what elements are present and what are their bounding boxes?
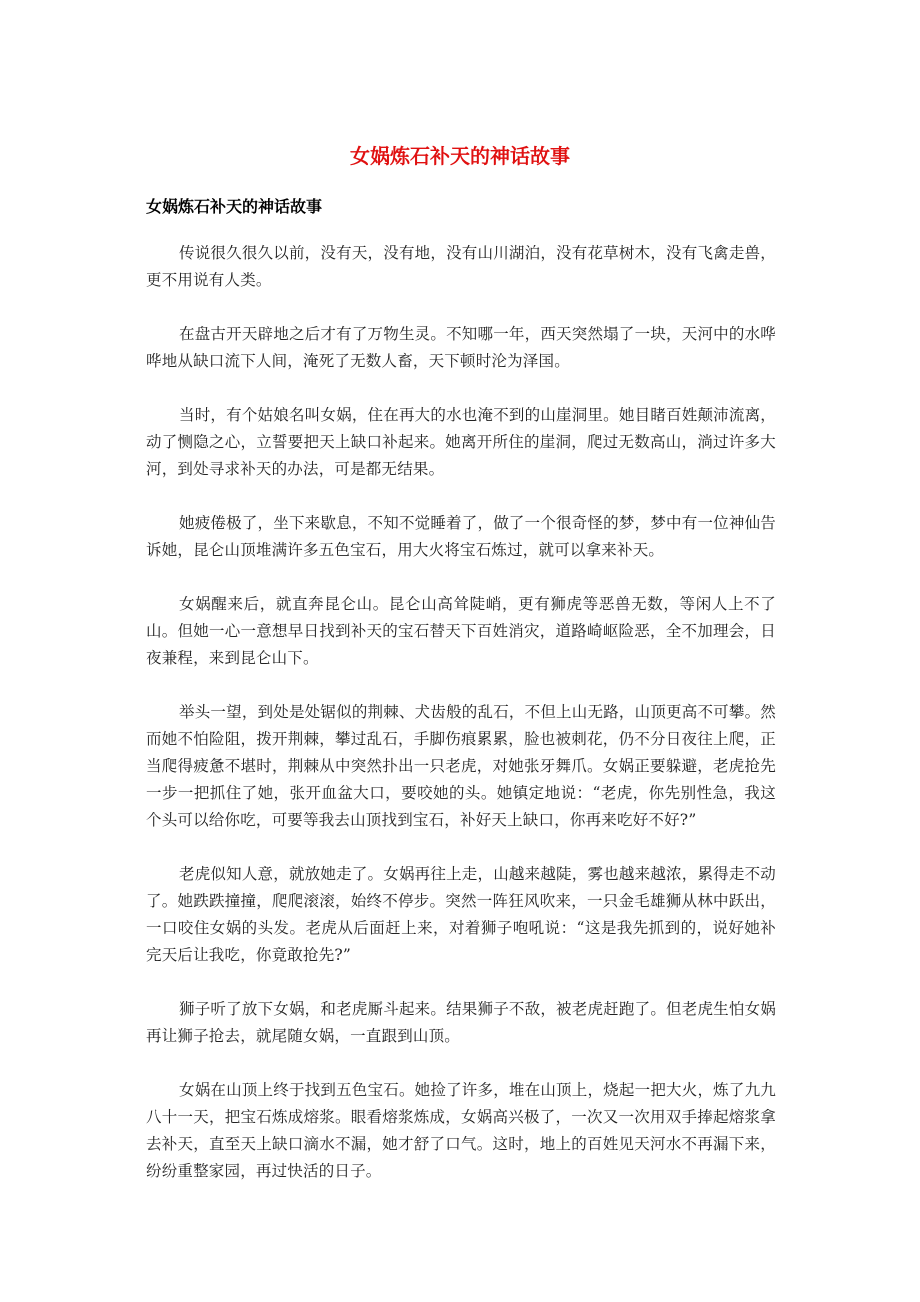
paragraph: 在盘古开天辟地之后才有了万物生灵。不知哪一年，西天突然塌了一块，天河中的水哗哗地从缺口流下人间，淹死了无数人畜，天下顿时沦为泽国。 [146, 325, 776, 370]
paragraph: 老虎似知人意，就放她走了。女娲再往上走，山越来越陡，雾也越来越浓，累得走不动了。她跌跌撞撞，爬爬滚滚，始终不停步。突然一阵狂风吹来，一只金毛雄狮从林中跃出，一口咬住女娲的头发。老虎从后面赶上来，对着狮子咆吼说：“这是我先抓到的，说好她补完天后让我吃，你竟敢抢先?” [146, 865, 776, 964]
paragraph: 当时，有个姑娘名叫女娲，住在再大的水也淹不到的山崖洞里。她目睹百姓颠沛流离，动了恻隐之心，立誓要把天上缺口补起来。她离开所住的崖洞，爬过无数高山，淌过许多大河，到处寻求补天的办法，可是都无结果。 [146, 406, 776, 478]
document-body [146, 240, 776, 1212]
paragraph: 传说很久很久以前，没有天，没有地，没有山川湖泊，没有花草树木，没有飞禽走兽，更不用说有人类。 [146, 244, 776, 289]
document-subtitle: 女娲炼石补天的神话故事 [146, 197, 323, 216]
paragraph: 女娲在山顶上终于找到五色宝石。她捡了许多，堆在山顶上，烧起一把大火，炼了九九八十一天，把宝石炼成熔浆。眼看熔浆炼成，女娲高兴极了，一次又一次用双手捧起熔浆拿去补天，直至天上缺口滴水不漏，她才舒了口气。这时，地上的百姓见天河水不再漏下来，纷纷重整家园，再过快活的日子。 [146, 1081, 776, 1180]
paragraph: 她疲倦极了，坐下来歇息，不知不觉睡着了，做了一个很奇怪的梦，梦中有一位神仙告诉她，昆仑山顶堆满许多五色宝石，用大火将宝石炼过，就可以拿来补天。 [146, 514, 776, 559]
paragraph: 举头一望，到处是处锯似的荆棘、犬齿般的乱石，不但上山无路，山顶更高不可攀。然而她不怕险阻，拨开荆棘，攀过乱石，手脚伤痕累累，脸也被刺花，仍不分日夜往上爬，正当爬得疲惫不堪时，荆棘从中突然扑出一只老虎，对她张牙舞爪。女娲正要躲避，老虎抢先一步一把抓住了她，张开血盆大口，要咬她的头。她镇定地说：“老虎，你先别性急，我这个头可以给你吃，可要等我去山顶找到宝石，补好天上缺口，你再来吃好不好?” [146, 703, 776, 829]
paragraph: 狮子听了放下女娲，和老虎厮斗起来。结果狮子不敌，被老虎赶跑了。但老虎生怕女娲再让狮子抢去，就尾随女娲，一直跟到山顶。 [146, 1000, 776, 1045]
paragraph: 女娲醒来后，就直奔昆仑山。昆仑山高耸陡峭，更有狮虎等恶兽无数，等闲人上不了山。但她一心一意想早日找到补天的宝石替天下百姓消灾，道路崎岖险恶，全不加理会，日夜兼程，来到昆仑山下。 [146, 595, 776, 667]
document-title: 女娲炼石补天的神话故事 [350, 144, 570, 168]
